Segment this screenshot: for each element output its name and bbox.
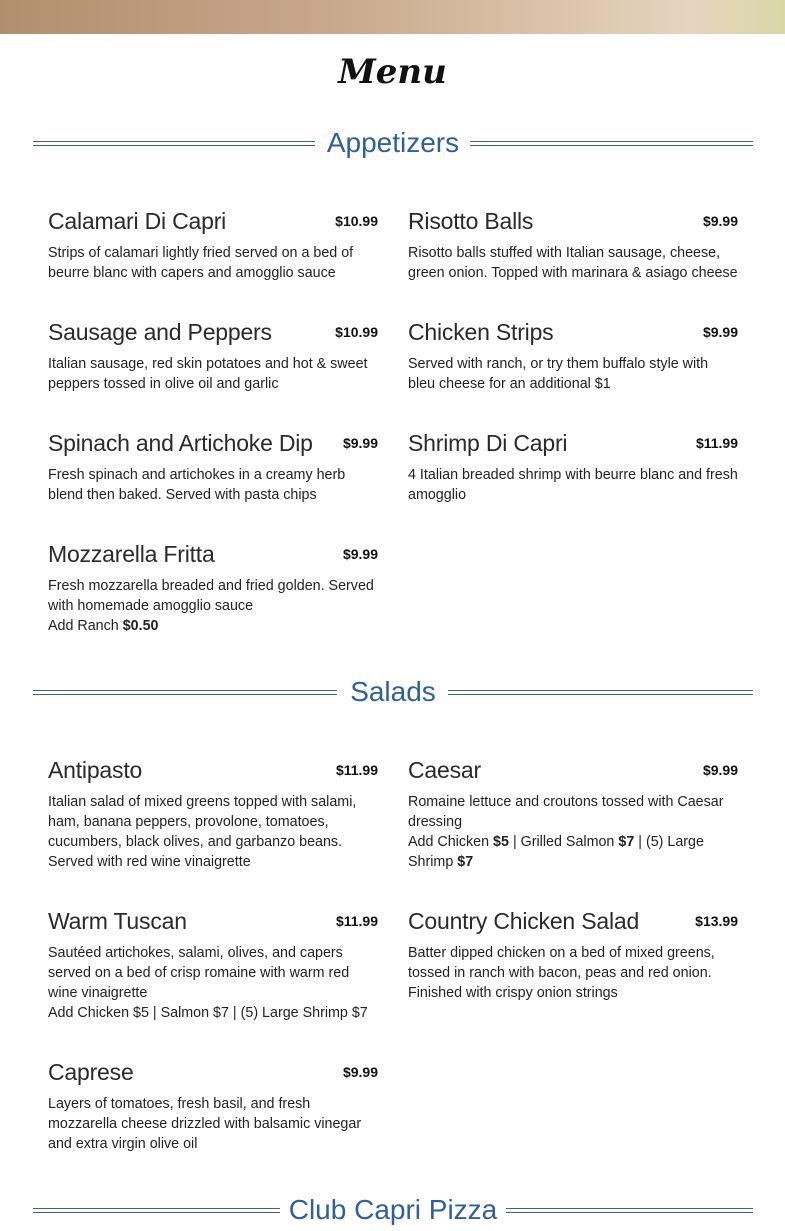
item-price: $10.99 xyxy=(335,324,378,340)
item-price: $9.99 xyxy=(702,762,738,778)
item-description: Sautéed artichokes, salami, olives, and capers served on a bed of crisp romaine with warm red wine vinaigrette xyxy=(48,945,350,1001)
item-price: $13.99 xyxy=(695,913,738,929)
section-title-appetizers: Appetizers xyxy=(326,127,460,158)
add-on-price: $0.50 xyxy=(122,618,159,634)
item-name: Caesar xyxy=(408,757,481,783)
add-on-line: Add Chicken $5 | Salmon $7 | (5) Large Shrimp $7 xyxy=(48,1005,368,1021)
item-description: Romaine lettuce and croutons tossed with Caesar dressing xyxy=(408,794,724,830)
item-name: Spinach and Artichoke Dip xyxy=(48,430,313,456)
item-description: Layers of tomatoes, fresh basil, and fresh mozzarella cheese drizzled with balsamic vinegar and extra virgin olive oil xyxy=(48,1096,362,1152)
item-description: Strips of calamari lightly fried served on a bed of beurre blanc with capers and amogglio sauce xyxy=(48,245,354,281)
add-on-label: Add Chicken xyxy=(408,834,490,850)
section-header-pizza xyxy=(33,1191,753,1231)
section-title-pizza: Club Capri Pizza xyxy=(288,1194,498,1225)
item-price: $10.99 xyxy=(335,213,378,229)
item-name: Risotto Balls xyxy=(408,208,534,234)
section-header-appetizers xyxy=(33,124,753,164)
add-on-label: Add Ranch xyxy=(48,618,119,634)
item-description: 4 Italian breaded shrimp with beurre blanc and fresh amogglio xyxy=(408,467,738,503)
item-description-block xyxy=(408,792,738,872)
page-title: Menu xyxy=(338,52,447,92)
item-description: Fresh mozzarella breaded and fried golden. Served with homemade amogglio sauce xyxy=(48,578,374,614)
add-on-label: | Grilled Salmon xyxy=(512,834,615,850)
item-description: Fresh spinach and artichokes in a creamy herb blend then baked. Served with pasta chips xyxy=(48,467,346,503)
section-header-salads xyxy=(33,673,753,713)
item-description: Italian sausage, red skin potatoes and hot & sweet peppers tossed in olive oil and garlic xyxy=(48,356,368,392)
header-banner-image xyxy=(0,0,785,34)
divider-line xyxy=(470,141,753,146)
item-name: Shrimp Di Capri xyxy=(408,430,568,456)
add-on-label: | (5) Large Shrimp xyxy=(408,834,704,870)
item-price: $11.99 xyxy=(695,435,738,451)
item-name: Antipasto xyxy=(48,757,143,783)
item-price: $11.99 xyxy=(335,762,378,778)
section-title-salads: Salads xyxy=(350,676,436,707)
item-name: Mozzarella Fritta xyxy=(48,541,215,567)
item-price: $11.99 xyxy=(335,913,378,929)
add-on-price: $7 xyxy=(457,854,474,870)
item-name: Caprese xyxy=(48,1059,134,1085)
item-description: Batter dipped chicken on a bed of mixed greens, tossed in ranch with bacon, peas and red onion. Finished with crispy onion strings xyxy=(408,945,715,1001)
item-description: Risotto balls stuffed with Italian sausage, cheese, green onion. Topped with marinara & asiago cheese xyxy=(408,245,738,281)
item-price: $9.99 xyxy=(342,546,378,562)
item-name: Country Chicken Salad xyxy=(408,908,640,934)
add-on-line xyxy=(48,616,378,636)
item-description: Italian salad of mixed greens topped with salami, ham, banana peppers, provolone, tomatoes, cucumbers, black olives, and garbanzo beans. Served with red wine vinaigrette xyxy=(48,794,357,870)
divider-line xyxy=(448,690,753,695)
item-description-block xyxy=(48,576,378,636)
item-price: $9.99 xyxy=(702,213,738,229)
item-price: $9.99 xyxy=(342,435,378,451)
item-description-block xyxy=(48,943,378,1023)
item-name: Chicken Strips xyxy=(408,319,554,345)
add-on-price: $5 xyxy=(493,834,509,850)
divider-line xyxy=(506,1208,753,1213)
item-price: $9.99 xyxy=(702,324,738,340)
item-name: Warm Tuscan xyxy=(48,908,187,934)
item-description: Served with ranch, or try them buffalo style with bleu cheese for an additional $1 xyxy=(408,356,709,392)
add-on-price: $7 xyxy=(618,834,635,850)
item-name: Sausage and Peppers xyxy=(48,319,272,345)
item-name: Calamari Di Capri xyxy=(48,208,227,234)
item-price: $9.99 xyxy=(342,1064,378,1080)
add-on-line xyxy=(408,832,738,872)
